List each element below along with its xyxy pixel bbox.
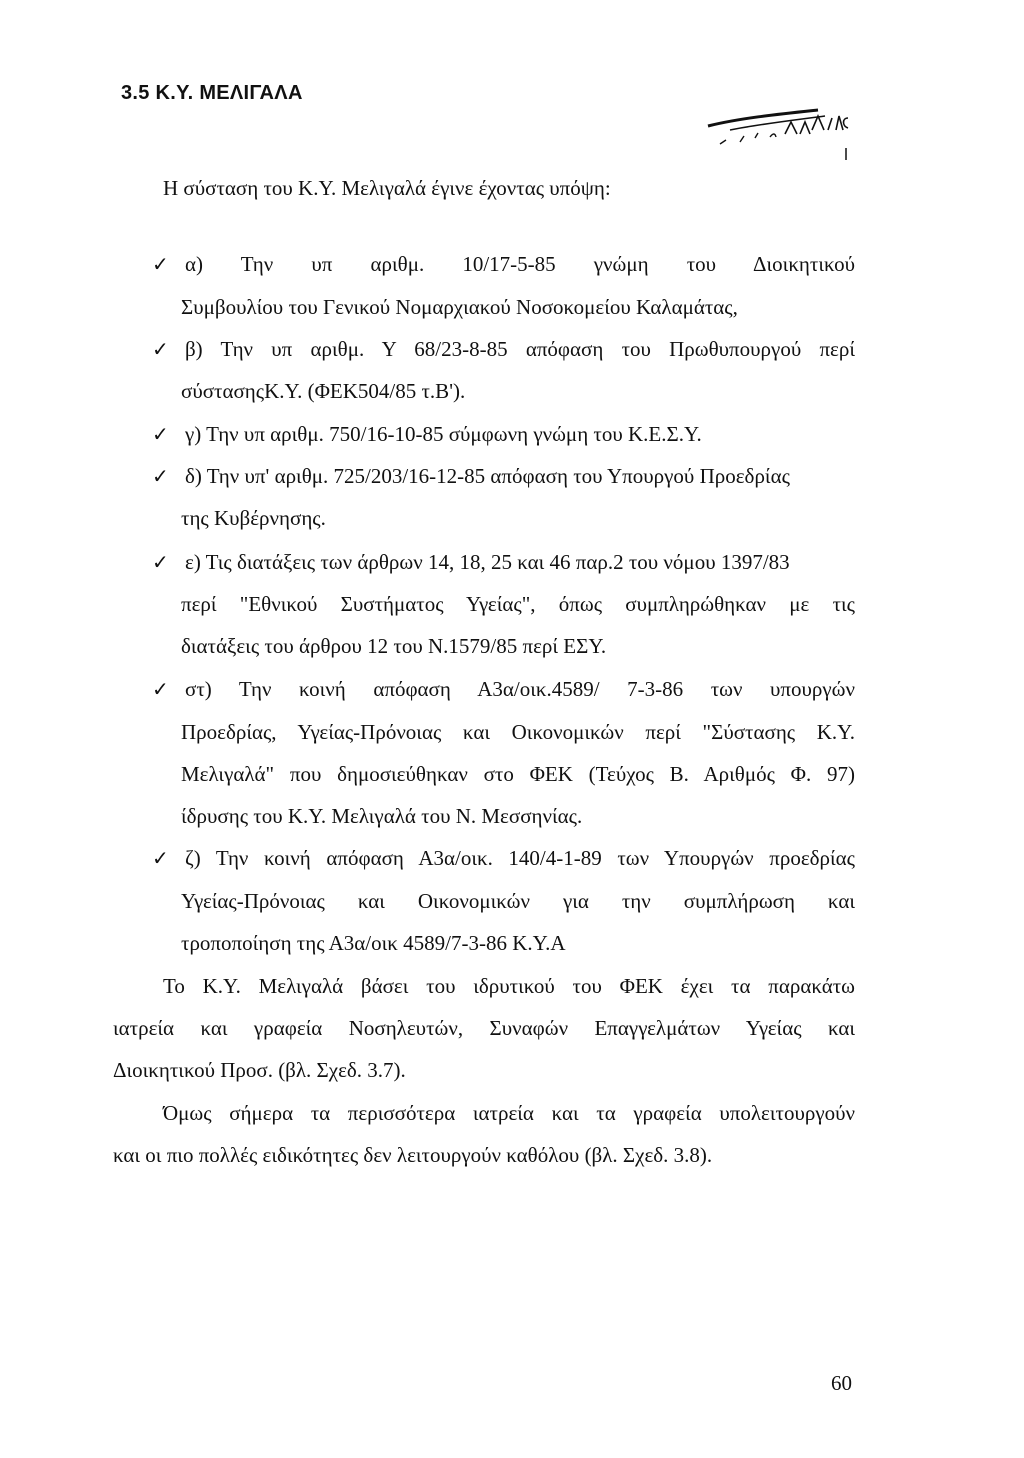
list-item-line: περί "Εθνικού Συστήματος Υγείας", όπως συμπληρώθηκαν με τις <box>181 592 855 616</box>
checkmark-icon: ✓ <box>152 422 169 446</box>
list-item-line: στ) Την κοινή απόφαση Α3α/οικ.4589/ 7-3-86 των υπουργών <box>185 677 855 701</box>
section-heading: 3.5 Κ.Υ. ΜΕΛΙΓΑΛΑ <box>121 82 303 104</box>
list-item-line: δ) Την υπ' αριθμ. 725/203/16-12-85 απόφαση του Υπουργού Προεδρίας <box>185 464 790 488</box>
checkmark-icon: ✓ <box>152 464 169 488</box>
list-item-line: Υγείας-Πρόνοιας και Οικονομικών για την συμπλήρωση και <box>181 889 855 913</box>
list-item-line: ε) Τις διατάξεις των άρθρων 14, 18, 25 και 46 παρ.2 του νόμου 1397/83 <box>185 550 790 574</box>
checkmark-icon: ✓ <box>152 550 169 574</box>
list-item-line: ζ) Την κοινή απόφαση Α3α/οικ. 140/4-1-89 των Υπουργών προεδρίας <box>185 846 855 870</box>
list-item-line: ίδρυσης του Κ.Υ. Μελιγαλά του Ν. Μεσσηνίας. <box>181 804 583 828</box>
list-item-line: β) Την υπ αριθμ. Υ 68/23-8-85 απόφαση του Πρωθυπουργού περί <box>185 337 855 361</box>
paragraph-line: Διοικητικού Προσ. (βλ. Σχεδ. 3.7). <box>113 1058 406 1082</box>
checkmark-icon: ✓ <box>152 846 169 870</box>
list-item-line: σύστασηςΚ.Υ. (ΦΕΚ504/85 τ.Β'). <box>181 379 466 403</box>
checkmark-icon: ✓ <box>152 677 169 701</box>
list-item-line: Προεδρίας, Υγείας-Πρόνοιας και Οικονομικών περί "Σύστασης Κ.Υ. <box>181 720 855 744</box>
checkmark-icon: ✓ <box>152 337 169 361</box>
paragraph-line: και οι πιο πολλές ειδικότητες δεν λειτουργούν καθόλου (βλ. Σχεδ. 3.8). <box>113 1143 713 1167</box>
paragraph-line: ιατρεία και γραφεία Νοσηλευτών, Συναφών Επαγγελμάτων Υγείας και <box>113 1016 855 1040</box>
list-item-line: τροποποίηση της Α3α/οικ 4589/7-3-86 Κ.Υ.Α <box>181 931 566 955</box>
list-item-line: διατάξεις του άρθρου 12 του Ν.1579/85 περί ΕΣΥ. <box>181 634 607 658</box>
list-item-line: της Κυβέρνησης. <box>181 506 326 530</box>
list-item-line: Συμβουλίου του Γενικού Νομαρχιακού Νοσοκομείου Καλαμάτας, <box>181 295 738 319</box>
intro-text: Η σύσταση του Κ.Υ. Μελιγαλά έγινε έχοντας υπόψη: <box>163 176 611 200</box>
list-item-line: Μελιγαλά" που δημοσιεύθηκαν στο ΦΕΚ (Τεύχος Β. Αριθμός Φ. 97) <box>181 762 855 786</box>
paragraph-line: Όμως σήμερα τα περισσότερα ιατρεία και τα γραφεία υπολειτουργούν <box>163 1101 855 1125</box>
checkmark-icon: ✓ <box>152 252 169 276</box>
handwritten-stamp-scribble <box>700 104 875 166</box>
list-item-line: α) Την υπ αριθμ. 10/17-5-85 γνώμη του Διοικητικού <box>185 252 855 276</box>
paragraph-line: Το Κ.Υ. Μελιγαλά βάσει του ιδρυτικού του ΦΕΚ έχει τα παρακάτω <box>163 974 855 998</box>
list-item-line: γ) Την υπ αριθμ. 750/16-10-85 σύμφωνη γνώμη του Κ.Ε.Σ.Υ. <box>185 422 702 446</box>
page-number: 60 <box>831 1371 852 1395</box>
